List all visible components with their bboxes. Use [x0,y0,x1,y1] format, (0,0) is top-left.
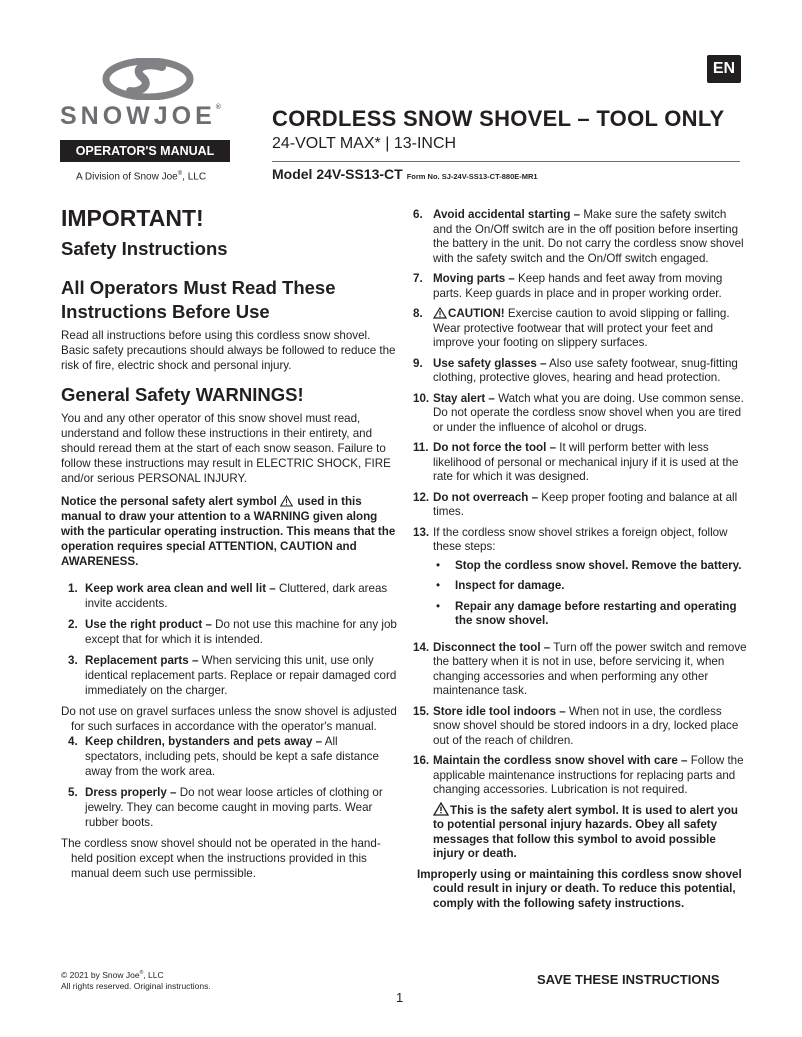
list-item: • Repair any damage before restarting and operating the snow shovel. [436,599,737,627]
list-item: 6. Avoid accidental starting – Make sure the safety switch and the On/Off switch are in the off position before inserting the battery in the unit. Do not carry the cordless snow shovel with the safety switch and the On/Off switch engaged. [413,208,744,265]
heading-all-operators: All Operators Must Read These Instructions Before Use [61,277,336,322]
list-item: 4. Keep children, bystanders and pets away – All spectators, including pets, should be kept a safe distance away from the work area. [68,735,379,778]
division-note: A Division of Snow Joe®, LLC [76,171,207,183]
left-column [61,204,397,881]
handheld-note: The cordless snow shovel should not be operated in the hand-held position except when the instructions provided in this manual deem such use permissible. [61,837,381,880]
safety-alert-paragraph: This is the safety alert symbol. It is used to alert you to potential personal injury hazards. Obey all safety messages that follow this symbol to avoid possible injury or death. [433,803,738,860]
language-badge: EN [707,55,741,83]
safety-alert-icon [433,802,449,816]
copyright-note: © 2021 by Snow Joe®, LLC All rights reserved. Original instructions. [61,969,211,991]
model-line [272,166,538,182]
intro-paragraph: Read all instructions before using this cordless snow shovel. Basic safety precautions should always be followed to reduce the risk of fire, electric shock and personal injury. [61,329,396,372]
list-item: 9. Use safety glasses – Also use safety footwear, snug-fitting clothing, protective gloves, hearing and head protection. [413,356,738,384]
brand-name: SNOWJOE® [60,102,221,130]
list-item: 7. Moving parts – Keep hands and feet away from moving parts. Keep guards in place and in proper working order. [413,272,723,300]
gravel-note: Do not use on gravel surfaces unless the snow shovel is adjusted for such surfaces in accordance with the operator's manual. [61,705,397,733]
general-paragraph: You and any other operator of this snow shovel must read, understand and follow these instructions in their entirety, and should reread them at the start of each snow season. Failure to follow these instructions may result in ELECTRIC SHOCK, FIRE and/or serious PERSONAL INJURY. [61,412,391,485]
list-item: • Inspect for damage. [436,579,565,592]
foreign-object-steps [433,559,747,629]
list-item: 2. Use the right product – Do not use this machine for any job except that for which it is intended. [68,618,397,646]
brand-logo [60,58,240,100]
warning-triangle-icon [280,495,293,507]
notice-paragraph: Notice the personal safety alert symbol used in this manual to draw your attention to a WARNING given along with the particular operating instruction. This means that the operation requires special ATTENTION, CAUTION and AWARENESS. [61,495,396,568]
heading-general-warnings: General Safety WARNINGS! [61,384,304,405]
model-number: Model 24V-SS13-CT [272,166,403,182]
list-item: 11. Do not force the tool – It will perform better with less likelihood of personal or mechanical injury if it is used at the rate for which it was designed. [413,441,739,483]
list-item: 12. Do not overreach – Keep proper footing and balance at all times. [413,490,738,518]
list-item: • Stop the cordless snow shovel. Remove the battery. [436,558,742,572]
safety-list-left [61,581,397,881]
form-number: Form No. SJ-24V-SS13-CT-880E-MR1 [406,172,538,181]
right-column [413,208,747,911]
list-item: 3. Replacement parts – When servicing this unit, use only identical replacement parts. Replace or repair damaged cord immediately on the charger. [68,654,397,697]
list-item: 5. Dress properly – Do not wear loose articles of clothing or jewelry. They can become caught in moving parts. Wear rubber boots. [68,786,383,829]
list-item: 13. If the cordless snow shovel strikes a foreign object, follow these steps: • Stop the cordless snow shovel. Remove the battery. • Inspect for damage. • Repair any damage before restarting and operating the snow shovel. [413,526,747,635]
list-item: 10. Stay alert – Watch what you are doing. Use common sense. Do not operate the cordless snow shovel when you are tired or under the influence of alcohol or drugs. [413,391,744,434]
document-title: CORDLESS SNOW SHOVEL – TOOL ONLY [272,106,725,131]
list-item: 8. CAUTION! Exercise caution to avoid slipping or falling. Wear protective footwear that will protect your feet and improve your footing on slippery surfaces. [413,307,730,349]
save-instructions: SAVE THESE INSTRUCTIONS [537,972,720,987]
operators-manual-label: OPERATOR'S MANUAL [60,140,230,162]
heading-important: IMPORTANT! [61,205,204,231]
final-warning-paragraph: Improperly using or maintaining this cordless snow shovel could result in injury or death. To reduce this potential, comply with the following safety instructions. [417,867,742,910]
list-item: 1. Keep work area clean and well lit – Cluttered, dark areas invite accidents. [68,582,388,610]
title-divider [272,161,740,162]
document-subtitle: 24-VOLT MAX* | 13-INCH [272,135,457,152]
list-item: 15. Store idle tool indoors – When not in use, the cordless snow shovel should be stored indoors in a dry, locked place out of the reach of children. [413,704,739,747]
list-item: 16. Maintain the cordless snow shovel with care – Follow the applicable maintenance instructions for replacing parts and changing accessories. Lubrication is not required. This is the safety alert symbol. It is used to alert you to potential personal injury hazards. Obey all safety messages that follow this symbol to avoid possible injury or death. [413,754,747,862]
heading-safety-instructions: Safety Instructions [61,238,228,259]
list-item: 14. Disconnect the tool – Turn off the power switch and remove the battery when it is not in use, before servicing it, when changing accessories and when performing any other maintenance task. [413,640,747,697]
page-number: 1 [396,990,404,1005]
snowjoe-logo-icon [102,58,194,100]
warning-triangle-icon [433,307,447,319]
